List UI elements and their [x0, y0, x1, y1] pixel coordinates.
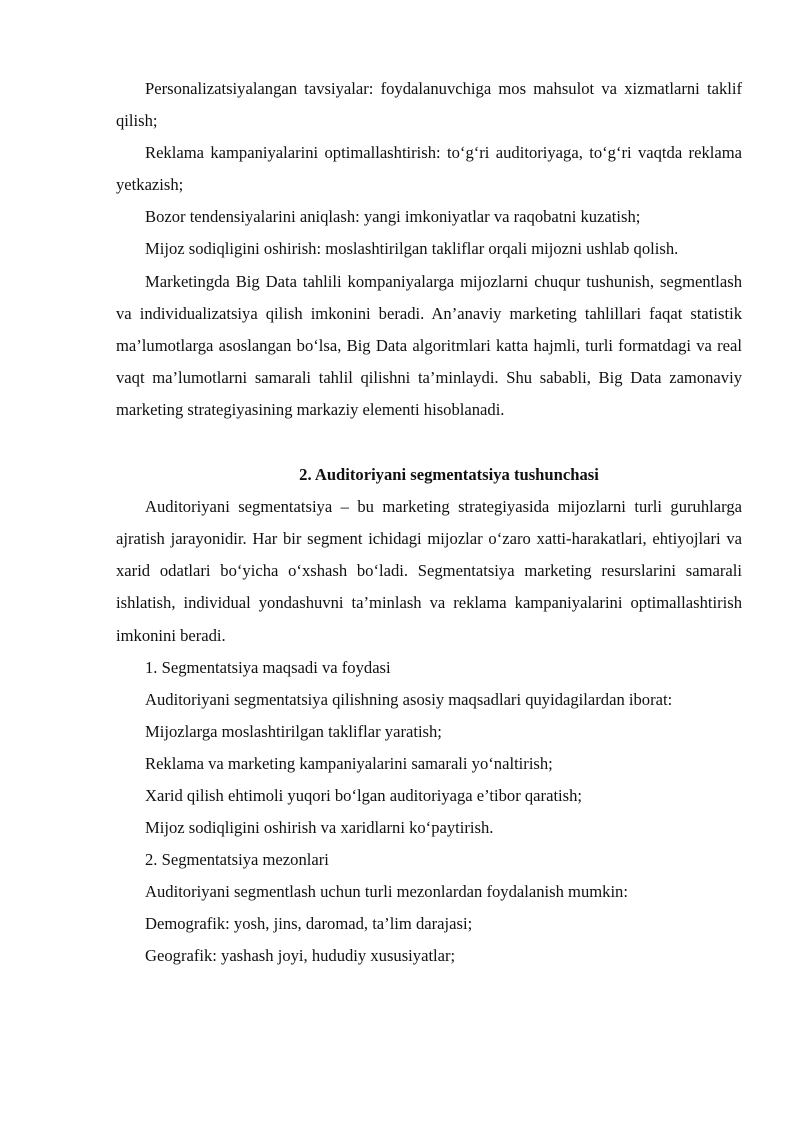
section-spacer — [116, 426, 742, 459]
section-heading: 2. Auditoriyani segmentatsiya tushunchasi — [299, 465, 599, 485]
paragraph-customer-loyalty: Mijoz sodiqligini oshirish: moslashtirilgan takliflar orqali mijozni ushlab qolish. — [145, 239, 679, 259]
paragraph-segmentation-definition: Auditoriyani segmentatsiya – bu marketing strategiyasida mijozlarni turli guruhlarga ajratish jarayonidir. Har bir segment ichidagi mijozlar o‘zaro xatti-harakatlari, ehtiyojlari va xarid odatlari bo‘yicha o‘xshash bo‘ladi. Segmentatsiya marketing resurslarini samarali ishlatish, individual yondashuvni ta’minlash va reklama kampaniyalarini optimallashtirish imkonini beradi. — [116, 497, 742, 645]
list-item: Reklama va marketing kampaniyalarini samarali yo‘naltirish; — [145, 753, 553, 773]
document-page — [116, 73, 742, 973]
list-item: Mijozlarga moslashtirilgan takliflar yaratish; — [145, 721, 442, 741]
subheading-segmentation-criteria: 2. Segmentatsiya mezonlari — [145, 850, 329, 870]
paragraph-personalized-recommendations: Personalizatsiyalangan tavsiyalar: foydalanuvchiga mos mahsulot va xizmatlarni taklif qilish; — [116, 79, 742, 131]
list-item: Geografik: yashash joyi, hududiy xususiyatlar; — [145, 946, 456, 966]
list-item: Mijoz sodiqligini oshirish va xaridlarni ko‘paytirish. — [145, 818, 494, 838]
list-intro-goals: Auditoriyani segmentatsiya qilishning asosiy maqsadlari quyidagilardan iborat: — [145, 689, 673, 709]
paragraph-market-trends: Bozor tendensiyalarini aniqlash: yangi imkoniyatlar va raqobatni kuzatish; — [145, 207, 641, 227]
paragraph-big-data-marketing: Marketingda Big Data tahlili kompaniyalarga mijozlarni chuqur tushunish, segmentlash va individualizatsiya qilish imkonini beradi. An’anaviy marketing tahlillari faqat statistik ma’lumotlarga asoslangan bo‘lsa, Big Data algoritmlari katta hajmli, turli formatdagi va real vaqt ma’lumotlarni samarali tahlil qilishni ta’minlaydi. Shu sababli, Big Data zamonaviy marketing strategiyasining markaziy elementi hisoblanadi. — [116, 271, 742, 419]
list-intro-criteria: Auditoriyani segmentlash uchun turli mezonlardan foydalanish mumkin: — [145, 882, 628, 902]
list-item: Xarid qilish ehtimoli yuqori bo‘lgan auditoriyaga e’tibor qaratish; — [145, 785, 583, 805]
list-item: Demografik: yosh, jins, daromad, ta’lim darajasi; — [145, 914, 473, 934]
subheading-segmentation-goals: 1. Segmentatsiya maqsadi va foydasi — [145, 657, 391, 677]
paragraph-ad-campaign-optimization: Reklama kampaniyalarini optimallashtirish: to‘g‘ri auditoriyaga, to‘g‘ri vaqtda reklama yetkazish; — [116, 143, 742, 195]
